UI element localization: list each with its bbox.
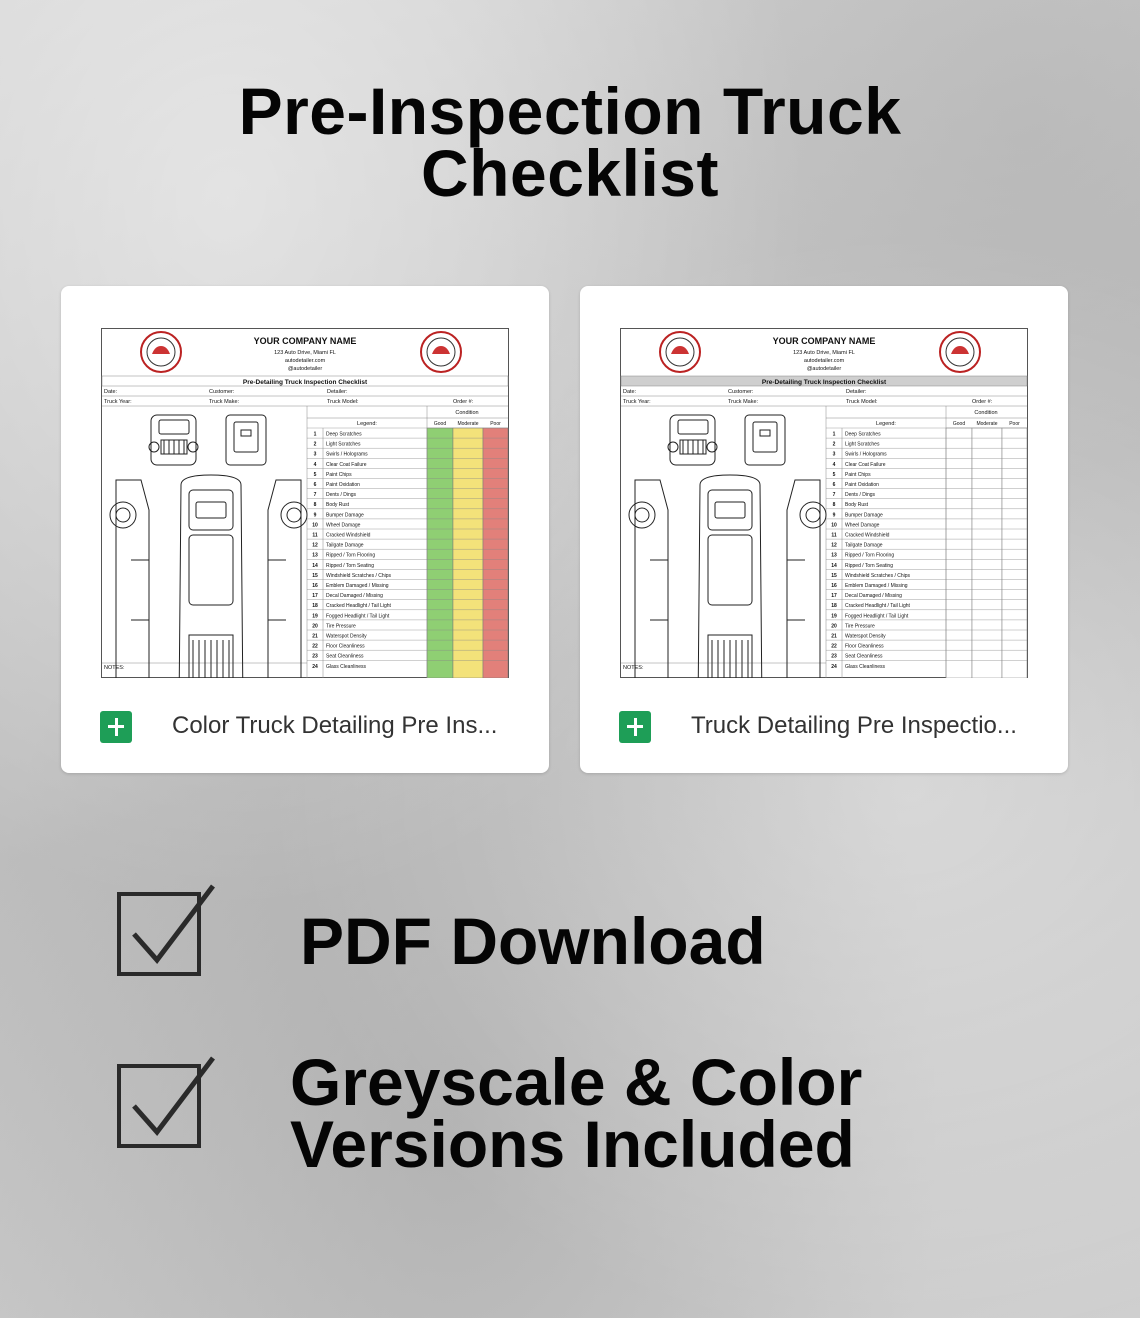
condition-column [946, 428, 972, 678]
row-number: 12 [831, 542, 837, 549]
row-number: 22 [831, 643, 837, 650]
row-number: 13 [312, 552, 318, 559]
checklist-item: Cracked Headlight / Tail Light [326, 603, 391, 610]
field-label: Truck Make: [209, 399, 240, 405]
condition-column [427, 428, 453, 678]
file-name[interactable]: Color Truck Detailing Pre Ins... [172, 712, 498, 739]
checklist-item: Floor Cleanliness [845, 643, 884, 650]
row-number: 15 [312, 572, 318, 579]
page-title [0, 74, 1140, 210]
row-number: 6 [832, 482, 836, 488]
legend-label: Legend: [357, 421, 377, 427]
checklist-item: Decal Damaged / Missing [845, 593, 902, 600]
row-number: 11 [312, 532, 318, 539]
checklist-item: Floor Cleanliness [326, 643, 365, 650]
row-number: 12 [312, 542, 318, 549]
row-number: 5 [832, 471, 836, 478]
field-label: Truck Year: [104, 399, 132, 405]
checklist-item: Ripped / Torn Flooring [845, 552, 895, 559]
company-address: 123 Auto Drive, Miami FL [793, 350, 855, 356]
checklist-item: Paint Chips [845, 471, 871, 478]
checklist-document-preview [620, 328, 1028, 678]
row-number: 7 [832, 492, 836, 499]
checklist-item: Cracked Windshield [326, 532, 371, 539]
row-number: 8 [313, 502, 317, 509]
condition-column [483, 428, 508, 678]
checklist-item: Glass Cleanliness [845, 663, 886, 670]
row-number: 20 [312, 623, 318, 630]
row-number: 16 [831, 583, 837, 589]
form-title: Pre-Detailing Truck Inspection Checklist [761, 379, 887, 386]
file-card-greyscale[interactable] [580, 286, 1068, 773]
company-logo-seal [421, 332, 461, 372]
page-title-line2: Checklist [421, 136, 719, 210]
checklist-item: Tire Pressure [845, 623, 875, 630]
checklist-item: Deep Scratches [845, 431, 881, 438]
checklist-item: Waterspot Density [845, 633, 886, 640]
field-label: Detailer: [327, 389, 348, 395]
row-number: 15 [831, 572, 837, 579]
page-title-line1: Pre-Inspection Truck [238, 74, 902, 148]
company-name: YOUR COMPANY NAME [772, 336, 876, 346]
checklist-item: Dents / Dings [326, 492, 357, 499]
condition-label: Condition [455, 410, 479, 416]
row-number: 8 [832, 502, 836, 509]
checklist-item: Wheel Damage [845, 522, 880, 529]
checklist-item: Decal Damaged / Missing [326, 593, 383, 600]
field-label: Customer: [209, 389, 235, 395]
row-number: 3 [832, 451, 836, 458]
checklist-item: Emblem Damaged / Missing [326, 583, 389, 589]
condition-column-label: Moderate [976, 421, 998, 427]
field-label: Order #: [972, 399, 993, 405]
company-logo-seal [660, 332, 700, 372]
feature-text [300, 904, 766, 978]
field-label: Truck Model: [327, 399, 359, 405]
field-label: Date: [623, 389, 637, 395]
checklist-item: Tailgate Damage [845, 542, 883, 549]
row-number: 11 [831, 532, 837, 539]
checklist-item: Seat Cleanliness [845, 653, 883, 660]
row-number: 1 [313, 431, 317, 438]
condition-column-label: Poor [490, 421, 501, 427]
checklist-item: Dents / Dings [845, 492, 876, 499]
company-handle: @autodetailer [806, 366, 842, 372]
form-title: Pre-Detailing Truck Inspection Checklist [242, 379, 368, 386]
feature-label-line1: Greyscale & Color [290, 1045, 863, 1119]
row-number: 17 [312, 593, 318, 600]
company-address: 123 Auto Drive, Miami FL [274, 350, 336, 356]
row-number: 9 [832, 512, 836, 519]
file-card-color[interactable] [61, 286, 549, 773]
row-number: 2 [313, 441, 317, 448]
checklist-item: Tire Pressure [326, 623, 356, 630]
row-number: 18 [312, 603, 318, 610]
row-number: 3 [313, 451, 317, 458]
company-logo-seal [141, 332, 181, 372]
row-number: 10 [312, 522, 318, 529]
feature-pdf-download [0, 880, 1140, 1000]
row-number: 10 [831, 522, 837, 529]
row-number: 7 [313, 492, 317, 499]
file-card-footer [580, 686, 1068, 766]
feature-label-line2: Versions Included [290, 1107, 855, 1181]
condition-column [1002, 428, 1027, 678]
row-number: 14 [312, 562, 318, 569]
checklist-item: Glass Cleanliness [326, 663, 367, 670]
company-website: autodetailer.com [284, 358, 326, 364]
row-number: 17 [831, 593, 837, 600]
row-number: 18 [831, 603, 837, 610]
checklist-item: Wheel Damage [326, 522, 361, 529]
condition-column [453, 428, 483, 678]
row-number: 5 [313, 471, 317, 478]
feature-text [290, 1045, 863, 1181]
row-number: 20 [831, 623, 837, 630]
checklist-item: Windshield Scratches / Chips [845, 572, 911, 579]
row-number: 4 [832, 461, 836, 468]
checklist-item: Paint Oxidation [326, 482, 360, 488]
row-number: 21 [312, 633, 318, 640]
checklist-item: Windshield Scratches / Chips [326, 572, 392, 579]
condition-column-label: Good [952, 421, 966, 427]
google-sheets-icon [100, 711, 132, 743]
checklist-item: Waterspot Density [326, 633, 367, 640]
field-label: Date: [104, 389, 118, 395]
row-number: 21 [831, 633, 837, 640]
field-label: Truck Make: [728, 399, 759, 405]
checklist-item: Ripped / Torn Seating [845, 562, 893, 569]
checkbox-checked-icon [117, 1054, 217, 1149]
company-website: autodetailer.com [803, 358, 845, 364]
checklist-item: Cracked Headlight / Tail Light [845, 603, 910, 610]
feature-label: PDF Download [300, 904, 766, 978]
row-number: 19 [312, 613, 318, 620]
company-handle: @autodetailer [287, 366, 323, 372]
checklist-item: Bumper Damage [326, 512, 364, 519]
company-name: YOUR COMPANY NAME [253, 336, 357, 346]
checklist-item: Clear Coat Failure [845, 461, 886, 468]
checklist-item: Cracked Windshield [845, 532, 890, 539]
checklist-item: Swirls / Holograms [845, 451, 887, 458]
row-number: 4 [313, 461, 317, 468]
condition-column-label: Good [433, 421, 447, 427]
checklist-item: Light Scratches [845, 441, 880, 448]
feature-greyscale-color [0, 1045, 1140, 1182]
checklist-item: Body Rust [845, 502, 869, 509]
file-name[interactable]: Truck Detailing Pre Inspectio... [691, 712, 1017, 739]
checklist-item: Paint Oxidation [845, 482, 879, 488]
checklist-item: Swirls / Holograms [326, 451, 368, 458]
checklist-item: Seat Cleanliness [326, 653, 364, 660]
checklist-document-preview [101, 328, 509, 678]
row-number: 23 [831, 653, 837, 660]
condition-column-label: Moderate [457, 421, 479, 427]
file-card-footer [61, 686, 549, 766]
checklist-item: Bumper Damage [845, 512, 883, 519]
company-logo-seal [940, 332, 980, 372]
field-label: Order #: [453, 399, 474, 405]
checklist-item: Tailgate Damage [326, 542, 364, 549]
row-number: 13 [831, 552, 837, 559]
row-number: 16 [312, 583, 318, 589]
row-number: 1 [832, 431, 836, 438]
checklist-item: Emblem Damaged / Missing [845, 583, 908, 589]
checklist-item: Deep Scratches [326, 431, 362, 438]
notes-label: NOTES: [104, 665, 125, 671]
google-sheets-icon [619, 711, 651, 743]
condition-column-label: Poor [1009, 421, 1020, 427]
row-number: 24 [312, 663, 318, 670]
field-label: Truck Model: [846, 399, 878, 405]
row-number: 6 [313, 482, 317, 488]
row-number: 2 [832, 441, 836, 448]
field-label: Customer: [728, 389, 754, 395]
condition-column [972, 428, 1002, 678]
checklist-item: Clear Coat Failure [326, 461, 367, 468]
row-number: 14 [831, 562, 837, 569]
checklist-item: Light Scratches [326, 441, 361, 448]
row-number: 19 [831, 613, 837, 620]
checklist-item: Body Rust [326, 502, 350, 509]
checkbox-checked-icon [117, 882, 217, 977]
notes-label: NOTES: [623, 665, 644, 671]
field-label: Detailer: [846, 389, 867, 395]
condition-label: Condition [974, 410, 998, 416]
row-number: 22 [312, 643, 318, 650]
row-number: 9 [313, 512, 317, 519]
file-thumbnail-greyscale [620, 328, 1028, 678]
checklist-item: Fogged Headlight / Tail Light [845, 613, 909, 620]
field-label: Truck Year: [623, 399, 651, 405]
file-thumbnail-color [101, 328, 509, 678]
checklist-item: Ripped / Torn Flooring [326, 552, 376, 559]
checklist-item: Fogged Headlight / Tail Light [326, 613, 390, 620]
row-number: 23 [312, 653, 318, 660]
checklist-item: Paint Chips [326, 471, 352, 478]
checklist-item: Ripped / Torn Seating [326, 562, 374, 569]
legend-label: Legend: [876, 421, 896, 427]
row-number: 24 [831, 663, 837, 670]
